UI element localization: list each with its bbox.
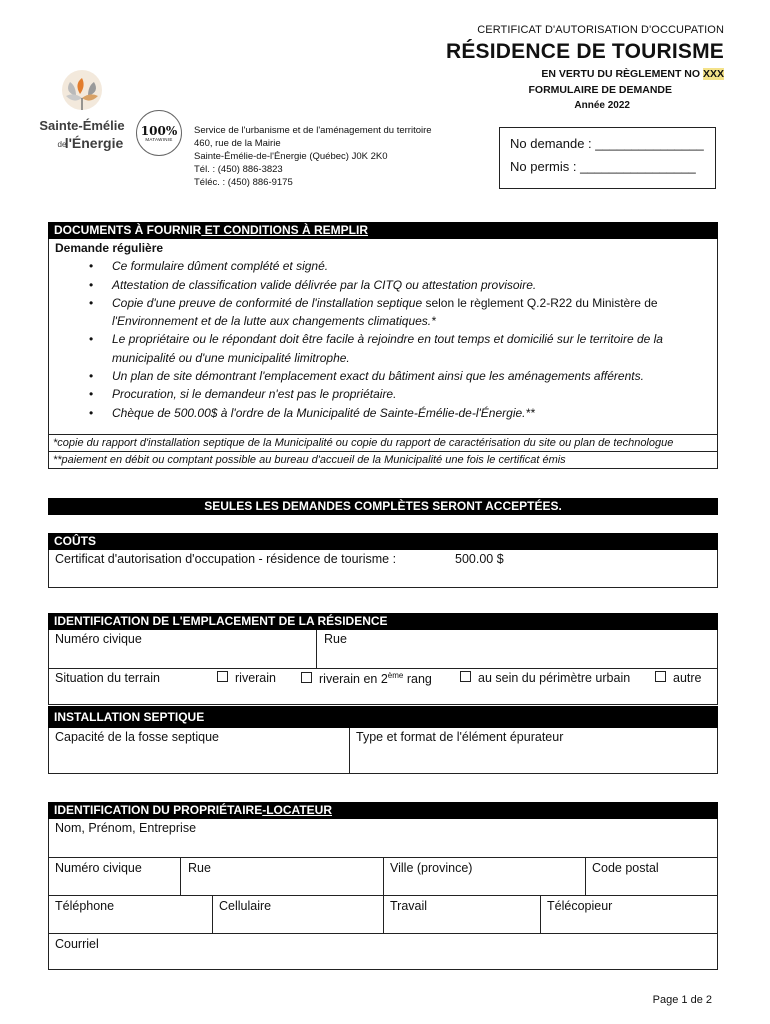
owner-divider — [540, 895, 541, 933]
service-fax: Téléc. : (450) 886-9175 — [194, 177, 293, 188]
owner-divider — [212, 895, 213, 933]
septic-section — [48, 706, 718, 774]
permit-number-field[interactable]: No permis : ________________ — [510, 159, 696, 174]
owner-title-tenant: -LOCATEUR — [262, 803, 333, 817]
service-city: Sainte-Émélie-de-l'Énergie (Québec) J0K 2K0 — [194, 151, 388, 162]
location-box — [48, 630, 718, 705]
logo-text-de: de — [57, 140, 67, 149]
civic-number-label: Numéro civique — [55, 632, 142, 646]
list-item: • Un plan de site démontrant l'emplacement exact du bâtiment ainsi que les aménagements afférents. — [112, 367, 711, 385]
document-title: RÉSIDENCE DE TOURISME — [445, 40, 724, 63]
documents-section — [48, 222, 718, 469]
option-label: au sein du périmètre urbain — [478, 671, 631, 685]
location-section — [48, 613, 718, 705]
list-item: • Le propriétaire ou le répondant doit être facile à rejoindre en tout temps et domicilié sur le territoire de la municipalité ou d'une municipalité limitrophe. — [112, 330, 672, 367]
septic-divider — [349, 728, 350, 773]
location-row-divider — [49, 668, 717, 669]
checkbox-icon[interactable] — [217, 671, 228, 682]
list-item: • Ce formulaire dûment complété et signé. — [112, 257, 711, 275]
owner-title: IDENTIFICATION DU PROPRIÉTAIRE — [54, 803, 263, 817]
seal-percent: 100% — [140, 123, 178, 138]
owner-header — [48, 802, 718, 819]
payment-note: **paiement en débit ou comptant possible au bureau d'accueil de la Municipalité une fois le certificat émis — [48, 452, 718, 469]
purifier-type-label: Type et format de l'élément épurateur — [356, 730, 564, 744]
owner-email-label: Courriel — [55, 937, 99, 951]
costs-box — [48, 550, 718, 588]
seal-label: MATAWINIE — [145, 136, 173, 142]
checkbox-icon[interactable] — [301, 672, 312, 683]
service-address — [194, 124, 432, 189]
owner-divider — [383, 857, 384, 895]
page-number: Page 1 de 2 — [652, 994, 712, 1006]
owner-postal-label: Code postal — [592, 861, 659, 875]
documents-header — [48, 222, 718, 239]
option-label: riverain en 2 — [319, 672, 388, 687]
item-text-line2: l'Environnement et de la lutte aux changements climatiques.* — [112, 314, 436, 329]
option-label-end: rang — [403, 672, 432, 687]
list-item: • Attestation de classification valide délivrée par la CITQ ou attestation provisoire. — [112, 276, 711, 294]
regulation-number: XXX — [702, 68, 724, 80]
regulation-prefix: EN VERTU DU RÈGLEMENT NO — [541, 68, 701, 80]
street-label: Rue — [324, 632, 347, 646]
option-label: riverain — [235, 671, 276, 685]
form-title: FORMULAIRE DE DEMANDE — [528, 84, 672, 96]
costs-section — [48, 533, 718, 588]
service-street: 460, rue de la Mairie — [194, 138, 281, 149]
list-item: • Procuration, si le demandeur n'est pas le propriétaire. — [112, 385, 711, 403]
logo-text-line2: l'Énergie — [64, 135, 124, 151]
option-label: autre — [673, 671, 702, 685]
documents-list-box — [48, 239, 718, 435]
logo-text-line1: Sainte-Émélie — [39, 118, 125, 133]
complete-requests-notice: SEULES LES DEMANDES COMPLÈTES SERONT ACCEPTÉES. — [48, 498, 718, 515]
owner-divider — [585, 857, 586, 895]
septic-header: INSTALLATION SEPTIQUE — [48, 706, 718, 728]
item-text-rest: selon le règlement Q.2-R22 du Ministère de — [422, 295, 658, 310]
owner-divider — [180, 857, 181, 895]
form-year: Année 2022 — [574, 100, 630, 111]
option-riverain-2nd-rang[interactable] — [301, 671, 432, 686]
item-text: Copie d'une preuve de conformité de l'installation septique — [112, 295, 423, 310]
checkbox-icon[interactable] — [655, 671, 666, 682]
owner-fax-label: Télécopieur — [547, 899, 613, 913]
option-superscript: ème — [387, 671, 404, 680]
owner-row-divider — [49, 933, 717, 934]
list-item — [112, 294, 711, 331]
owner-street-label: Rue — [188, 861, 211, 875]
leaf-logo-icon — [36, 68, 128, 154]
owner-section — [48, 802, 718, 970]
checkbox-icon[interactable] — [460, 671, 471, 682]
service-phone: Tél. : (450) 886-3823 — [194, 164, 283, 175]
location-header: IDENTIFICATION DE L'EMPLACEMENT DE LA RÉSIDENCE — [48, 613, 718, 630]
location-divider — [316, 630, 317, 668]
regulation-line — [541, 68, 724, 80]
owner-box — [48, 819, 718, 970]
option-riverain[interactable] — [217, 671, 276, 685]
documents-list — [55, 257, 711, 422]
owner-divider — [383, 895, 384, 933]
owner-name-label: Nom, Prénom, Entreprise — [55, 821, 197, 835]
septic-note: *copie du rapport d'installation septique de la Municipalité ou copie du rapport de caractérisation du site ou plan de technologue — [48, 435, 718, 452]
terrain-situation-label: Situation du terrain — [55, 671, 160, 685]
option-urban-perimeter[interactable] — [460, 671, 630, 685]
documents-title-conditions: ET CONDITIONS À REMPLIR — [201, 223, 368, 237]
cost-amount: 500.00 $ — [455, 552, 504, 566]
list-item: • Chèque de 500.00$ à l'ordre de la Municipalité de Sainte-Émélie-de-l'Énergie.** — [112, 404, 711, 422]
demand-number-field[interactable]: No demande : _______________ — [510, 136, 704, 151]
owner-civic-label: Numéro civique — [55, 861, 142, 875]
documents-subtitle: Demande régulière — [55, 241, 164, 255]
cost-label: Certificat d'autorisation d'occupation - résidence de tourisme : — [55, 552, 397, 566]
owner-cell-label: Cellulaire — [219, 899, 272, 913]
costs-header: COÛTS — [48, 533, 718, 550]
request-number-box — [499, 127, 716, 189]
owner-phone-label: Téléphone — [55, 899, 115, 913]
tank-capacity-label: Capacité de la fosse septique — [55, 730, 219, 744]
documents-title: DOCUMENTS À FOURNIR — [54, 223, 202, 237]
owner-work-label: Travail — [390, 899, 428, 913]
service-name: Service de l'urbanisme et de l'aménagement du territoire — [194, 125, 432, 136]
septic-box — [48, 728, 718, 774]
owner-city-label: Ville (province) — [390, 861, 473, 875]
municipality-logo — [36, 68, 128, 154]
certificate-title: CERTIFICAT D'AUTORISATION D'OCCUPATION — [477, 24, 724, 36]
option-other[interactable] — [655, 671, 702, 685]
matawinie-seal — [136, 110, 182, 156]
